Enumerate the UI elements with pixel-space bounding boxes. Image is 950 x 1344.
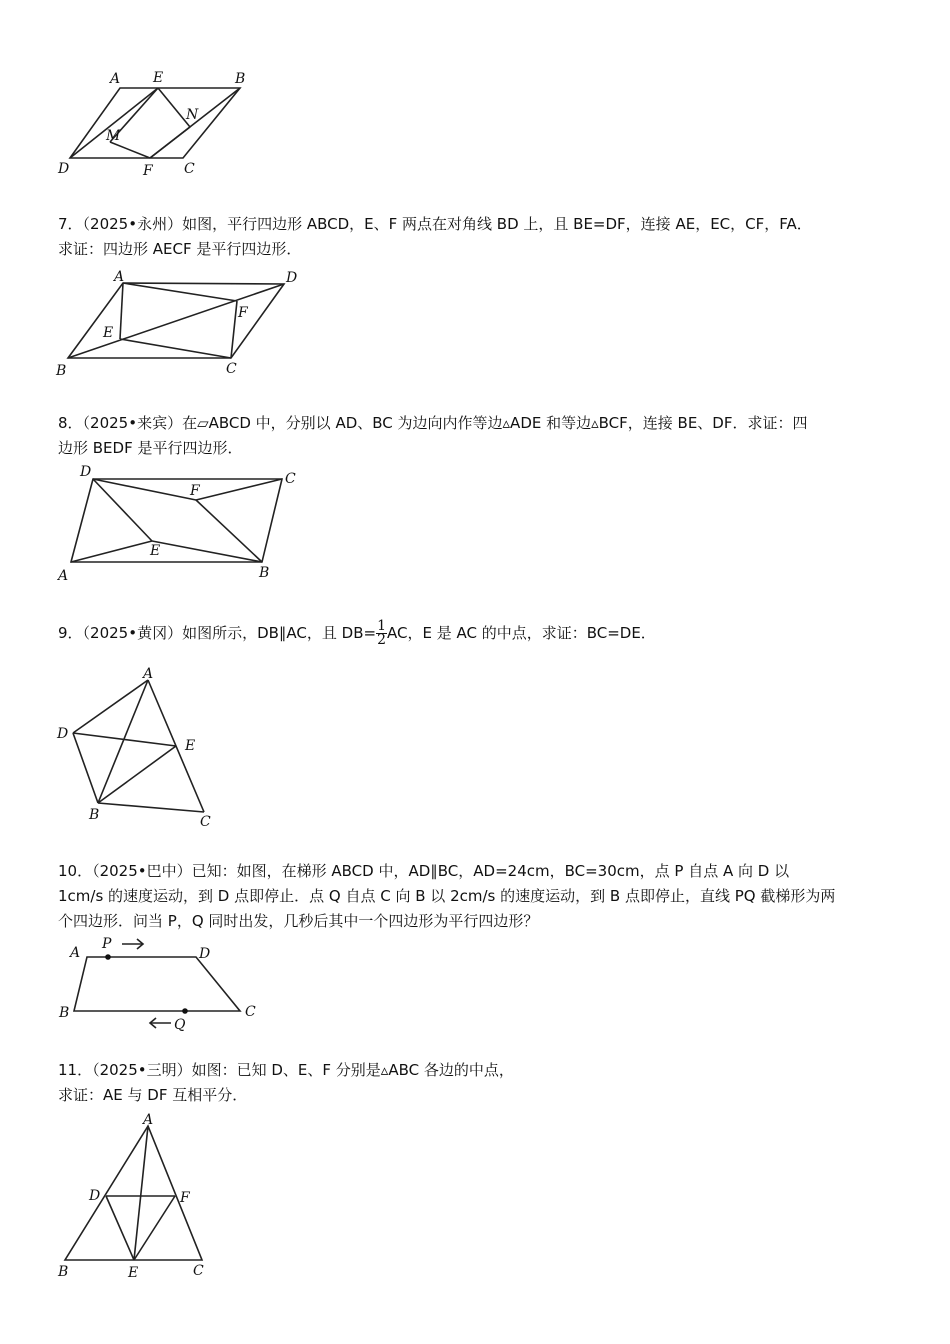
question-10-line3: 个四边形．问当 P，Q 同时出发，几秒后其中一个四边形为平行四边形？ [58, 912, 539, 930]
question-11-line1: 11．（2025•三明）如图：已知 D、E、F 分别是▵ABC 各边的中点， [58, 1061, 514, 1079]
label-e: E [150, 543, 161, 559]
label-f: F [180, 1190, 190, 1206]
label-d: D [58, 161, 70, 177]
figure-q9 [50, 662, 220, 832]
figure-parallelogram-abcd-mn [50, 62, 270, 187]
label-a: A [110, 71, 121, 87]
label-b: B [89, 807, 100, 823]
label-b: B [59, 1005, 70, 1021]
figure-q8 [50, 460, 310, 585]
label-e: E [185, 738, 196, 754]
label-f: F [143, 163, 153, 179]
fraction-numerator: 1 [377, 618, 386, 634]
question-11-line2: 求证：AE 与 DF 互相平分． [58, 1086, 248, 1104]
fraction-denominator: 2 [377, 632, 386, 648]
figure-q11 [50, 1108, 220, 1283]
label-e: E [128, 1265, 139, 1281]
label-c: C [200, 814, 211, 830]
point-q-dot [182, 1008, 188, 1014]
label-c: C [285, 471, 296, 487]
label-d: D [89, 1188, 101, 1204]
label-b: B [235, 71, 246, 87]
label-e: E [103, 325, 114, 341]
label-m: M [106, 128, 121, 144]
label-b: B [56, 363, 67, 379]
question-7-line2: 求证：四边形 AECF 是平行四边形． [58, 240, 302, 258]
question-9-text-before: 9．（2025•黄冈）如图所示，DB∥AC，且 DB= [58, 624, 377, 642]
figure-q7 [50, 265, 310, 380]
label-p: P [102, 936, 112, 952]
question-9-text-after: AC，E 是 AC 的中点，求证：BC=DE． [386, 624, 656, 642]
label-d: D [57, 726, 69, 742]
question-7-line1: 7．（2025•永州）如图，平行四边形 ABCD，E、F 两点在对角线 BD 上，且 BE=DF，连接 AE，EC，CF，FA． [58, 215, 812, 233]
label-f: F [238, 305, 248, 321]
label-c: C [184, 161, 195, 177]
label-c: C [193, 1263, 204, 1279]
label-c: C [245, 1004, 256, 1020]
label-b: B [259, 565, 270, 581]
fraction-one-half [376, 620, 387, 647]
point-p-dot [105, 954, 111, 960]
label-d: D [80, 464, 92, 480]
figure-q10 [50, 932, 270, 1032]
question-8-line1: 8．（2025•来宾）在▱ABCD 中，分别以 AD、BC 为边向内作等边▵ADE 和等边▵BCF，连接 BE、DF．求证：四 [58, 414, 808, 432]
question-10-line2: 1cm/s 的速度运动，到 D 点即停止．点 Q 自点 C 向 B 以 2cm/s 的速度运动，到 B 点即停止，直线 PQ 截梯形为两 [58, 887, 836, 905]
label-e: E [153, 70, 164, 86]
label-d: D [286, 270, 298, 286]
label-d: D [199, 946, 211, 962]
label-b: B [58, 1264, 69, 1280]
label-n: N [186, 107, 199, 123]
label-q: Q [174, 1017, 186, 1033]
label-a: A [143, 1112, 154, 1128]
label-c: C [226, 361, 237, 377]
label-a: A [58, 568, 69, 584]
label-a: A [114, 269, 125, 285]
label-a: A [70, 945, 81, 961]
label-a: A [143, 666, 154, 682]
question-9 [58, 618, 656, 648]
question-10-line1: 10．（2025•巴中）已知：如图，在梯形 ABCD 中，AD∥BC，AD=24cm，BC=30cm，点 P 自点 A 向 D 以 [58, 862, 790, 880]
label-f: F [190, 483, 200, 499]
question-8-line2: 边形 BEDF 是平行四边形． [58, 439, 243, 457]
